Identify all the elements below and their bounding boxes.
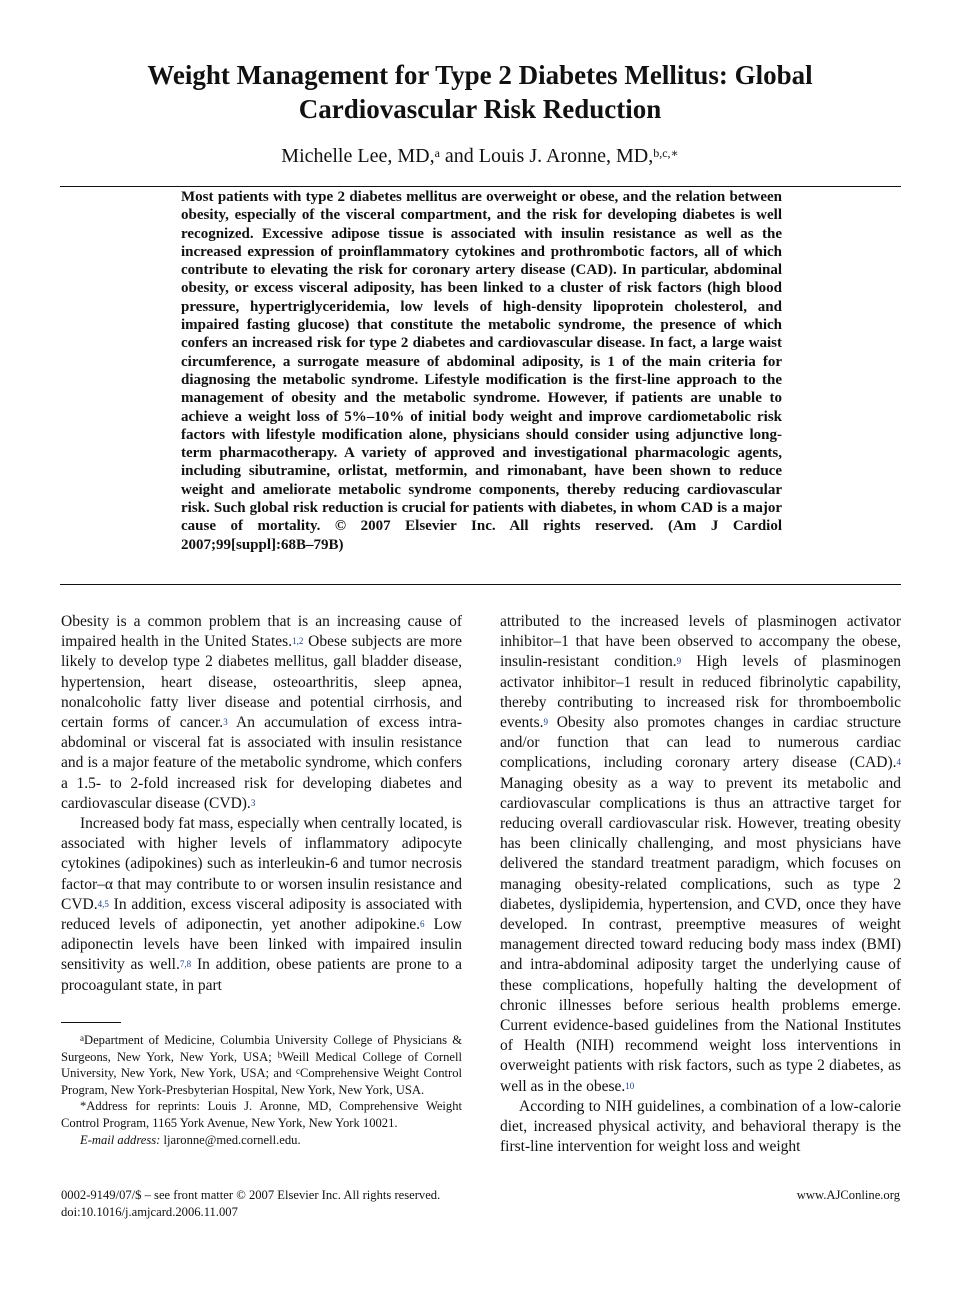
reprint-address: *Address for reprints: Louis J. Aronne, MD, Comprehensive Weight Control Program, 1165 York Avenue, New York, New York 10021. [61, 1099, 462, 1130]
footnote-rule [61, 1022, 121, 1023]
body-paragraph-1 [61, 612, 462, 814]
body-column-left [61, 612, 462, 996]
citation-link[interactable]: 6 [420, 919, 425, 930]
email-address[interactable]: ljaronne@med.cornell.edu. [160, 1132, 301, 1147]
citation-link[interactable]: 3 [223, 717, 228, 728]
affiliation-text: Comprehensive Weight Control Program, New York-Presbyterian Hospital, New York, New York, USA. [61, 1066, 462, 1097]
email-line [61, 1132, 462, 1149]
author-aronne: and Louis J. Aronne, MD, [439, 145, 654, 167]
affiliations [61, 1032, 462, 1098]
abstract: Most patients with type 2 diabetes mellitus are overweight or obese, and the relation between obesity, especially of the visceral compartment, and the risk for developing diabetes is well recognized. Excessive adipose tissue is associated with insulin resistance as well as the increased expression of proinflammatory cytokines and prothrombotic factors, all of which contribute to elevating the risk for coronary artery disease (CAD). In particular, abdominal obesity, or excess visceral adiposity, has been linked to a cluster of risk factors (high blood pressure, hypertriglyceridemia, low levels of high-density lipoprotein cholesterol, and impaired fasting glucose) that constitute the metabolic syndrome, the presence of which confers an increased risk for type 2 diabetes and cardiovascular disease. In fact, a large waist circumference, a surrogate measure of abdominal adiposity, is 1 of the main criteria for diagnosing the metabolic syndrome. Lifestyle modification is the first-line approach to the management of obesity and the metabolic syndrome. However, if patients are unable to achieve a weight loss of 5%–10% of initial body weight and improve cardiometabolic risk factors with lifestyle modification alone, physicians should consider using adjunctive long-term pharmacotherapy. A variety of approved and investigational pharmacologic agents, including sibutramine, orlistat, metformin, and rimonabant, have been shown to reduce weight and ameliorate metabolic syndrome components, thereby reducing cardiovascular risk. Such global risk reduction is crucial for patients with diabetes, in whom CAD is a major cause of mortality. © 2007 Elsevier Inc. All rights reserved. (Am J Cardiol 2007;99[suppl]:68B–79B) [181, 189, 782, 553]
citation-link[interactable]: 4,5 [97, 898, 109, 909]
title-line-2: Cardiovascular Risk Reduction [298, 94, 662, 124]
email-label: E-mail address: [80, 1132, 161, 1147]
body-text: In addition, excess visceral adiposity is associated with reduced levels of adiponectin, yet another adipokine. [61, 895, 462, 934]
body-text: attributed to the increased levels of plasminogen activator inhibitor–1 that have been observed to accompany the obese, insulin-resistant condition. [500, 613, 901, 671]
author-lee: Michelle Lee, MD, [281, 145, 435, 167]
affiliation-text: Weill Medical College of Cornell University, New York, New York, USA; and [61, 1049, 462, 1081]
body-text: An accumulation of excess intra-abdominal or visceral fat is associated with insulin resistance and is a major feature of the metabolic syndrome, which confers a 1.5- to 2-fold increased risk for developing diabetes and cardiovascular disease (CVD). [61, 714, 463, 812]
journal-website[interactable]: www.AJConline.org [796, 1188, 900, 1202]
affiliation-marker: a [80, 1033, 84, 1043]
affiliation-marker: b [277, 1049, 283, 1060]
citation-link[interactable]: 10 [625, 1080, 635, 1091]
citation-link[interactable]: 9 [676, 656, 682, 667]
body-text: Increased body fat mass, especially when centrally located, is associated with higher levels of inflammatory adipocyte cytokines (adipokines) such as interleukin-6 and tumor necrosis factor–α that may contribute to or worsen insulin resistance and CVD. [61, 815, 462, 913]
citation-link[interactable]: 7,8 [179, 959, 192, 970]
body-text: Obesity is a common problem that is an increasing cause of impaired health in the United States. [61, 613, 462, 651]
body-text: Managing obesity as a way to prevent its metabolic and cardiovascular complications is thus an attractive target for reducing overall cardiovascular risk. However, treating obesity has been clinically challenging, and most physicians have delivered the standard treatment paradigm, which focuses on managing obesity-related complications, such as type 2 diabetes, dyslipidemia, hypertension, and CVD, once they have developed. In contrast, preemptive measures of weight management directed toward reducing body mass index (BMI) and intra-abdominal adiposity target the underlying cause of these complications, hopefully halting the development of chronic illnesses before serious health problems emerge. Current evidence-based guidelines from the National Institutes of Health (NIH) recommend weight loss interventions in overweight patients with risk factors, such as type 2 diabetes, as well as in the obese. [500, 774, 901, 1095]
abstract-top-rule [60, 186, 901, 187]
doi-line[interactable]: doi:10.1016/j.amjcard.2006.11.007 [61, 1205, 238, 1219]
body-text: Obese subjects are more likely to develop type 2 diabetes mellitus, gall bladder disease, hypertension, heart disease, osteoarthritis, sleep apnea, nonalcoholic fatty liver disease and potential cirrhosis, and certain forms of cancer. [61, 633, 462, 732]
body-text: Obesity also promotes changes in cardiac structure and/or function that can lead to numerous cardiac complications, including coronary artery disease (CAD). [500, 714, 901, 772]
citation-link[interactable]: 9 [543, 717, 548, 728]
body-paragraph-4: According to NIH guidelines, a combination of a low-calorie diet, increased physical activity, and behavioral therapy is the first-line intervention for weight loss and weight [500, 1097, 901, 1156]
affiliation-text: Department of Medicine, Columbia University College of Physicians & Surgeons, New York, New York, USA; [61, 1033, 462, 1064]
article-title [60, 58, 900, 126]
citation-link[interactable]: 3 [250, 797, 256, 808]
author-aronne-affiliation: b,c,∗ [653, 146, 679, 160]
body-paragraph-2 [61, 814, 462, 996]
affiliation-marker: c [295, 1066, 300, 1077]
journal-footer [61, 1187, 440, 1221]
body-column-right [500, 612, 901, 1157]
issn-line: 0002-9149/07/$ – see front matter © 2007 Elsevier Inc. All rights reserved. [61, 1188, 441, 1202]
body-text: High levels of plasminogen activator inhibitor–1 result in reduced fibrinolytic capability, thereby contributing to increased risk for thromboembolic events. [500, 653, 901, 732]
citation-link[interactable]: 1,2 [292, 636, 304, 647]
footnotes [61, 1032, 462, 1148]
title-line-1: Weight Management for Type 2 Diabetes Mellitus: Global [147, 60, 813, 90]
author-lee-affiliation: a [434, 146, 440, 160]
body-text: In addition, obese patients are prone to a procoagulant state, in part [61, 956, 462, 994]
body-paragraph-3 [500, 612, 901, 1097]
body-text: Low adiponectin levels have been linked with impaired insulin sensitivity as well. [61, 916, 462, 974]
author-line [60, 142, 900, 170]
abstract-bottom-rule [60, 584, 901, 585]
citation-link[interactable]: 4 [896, 757, 901, 768]
